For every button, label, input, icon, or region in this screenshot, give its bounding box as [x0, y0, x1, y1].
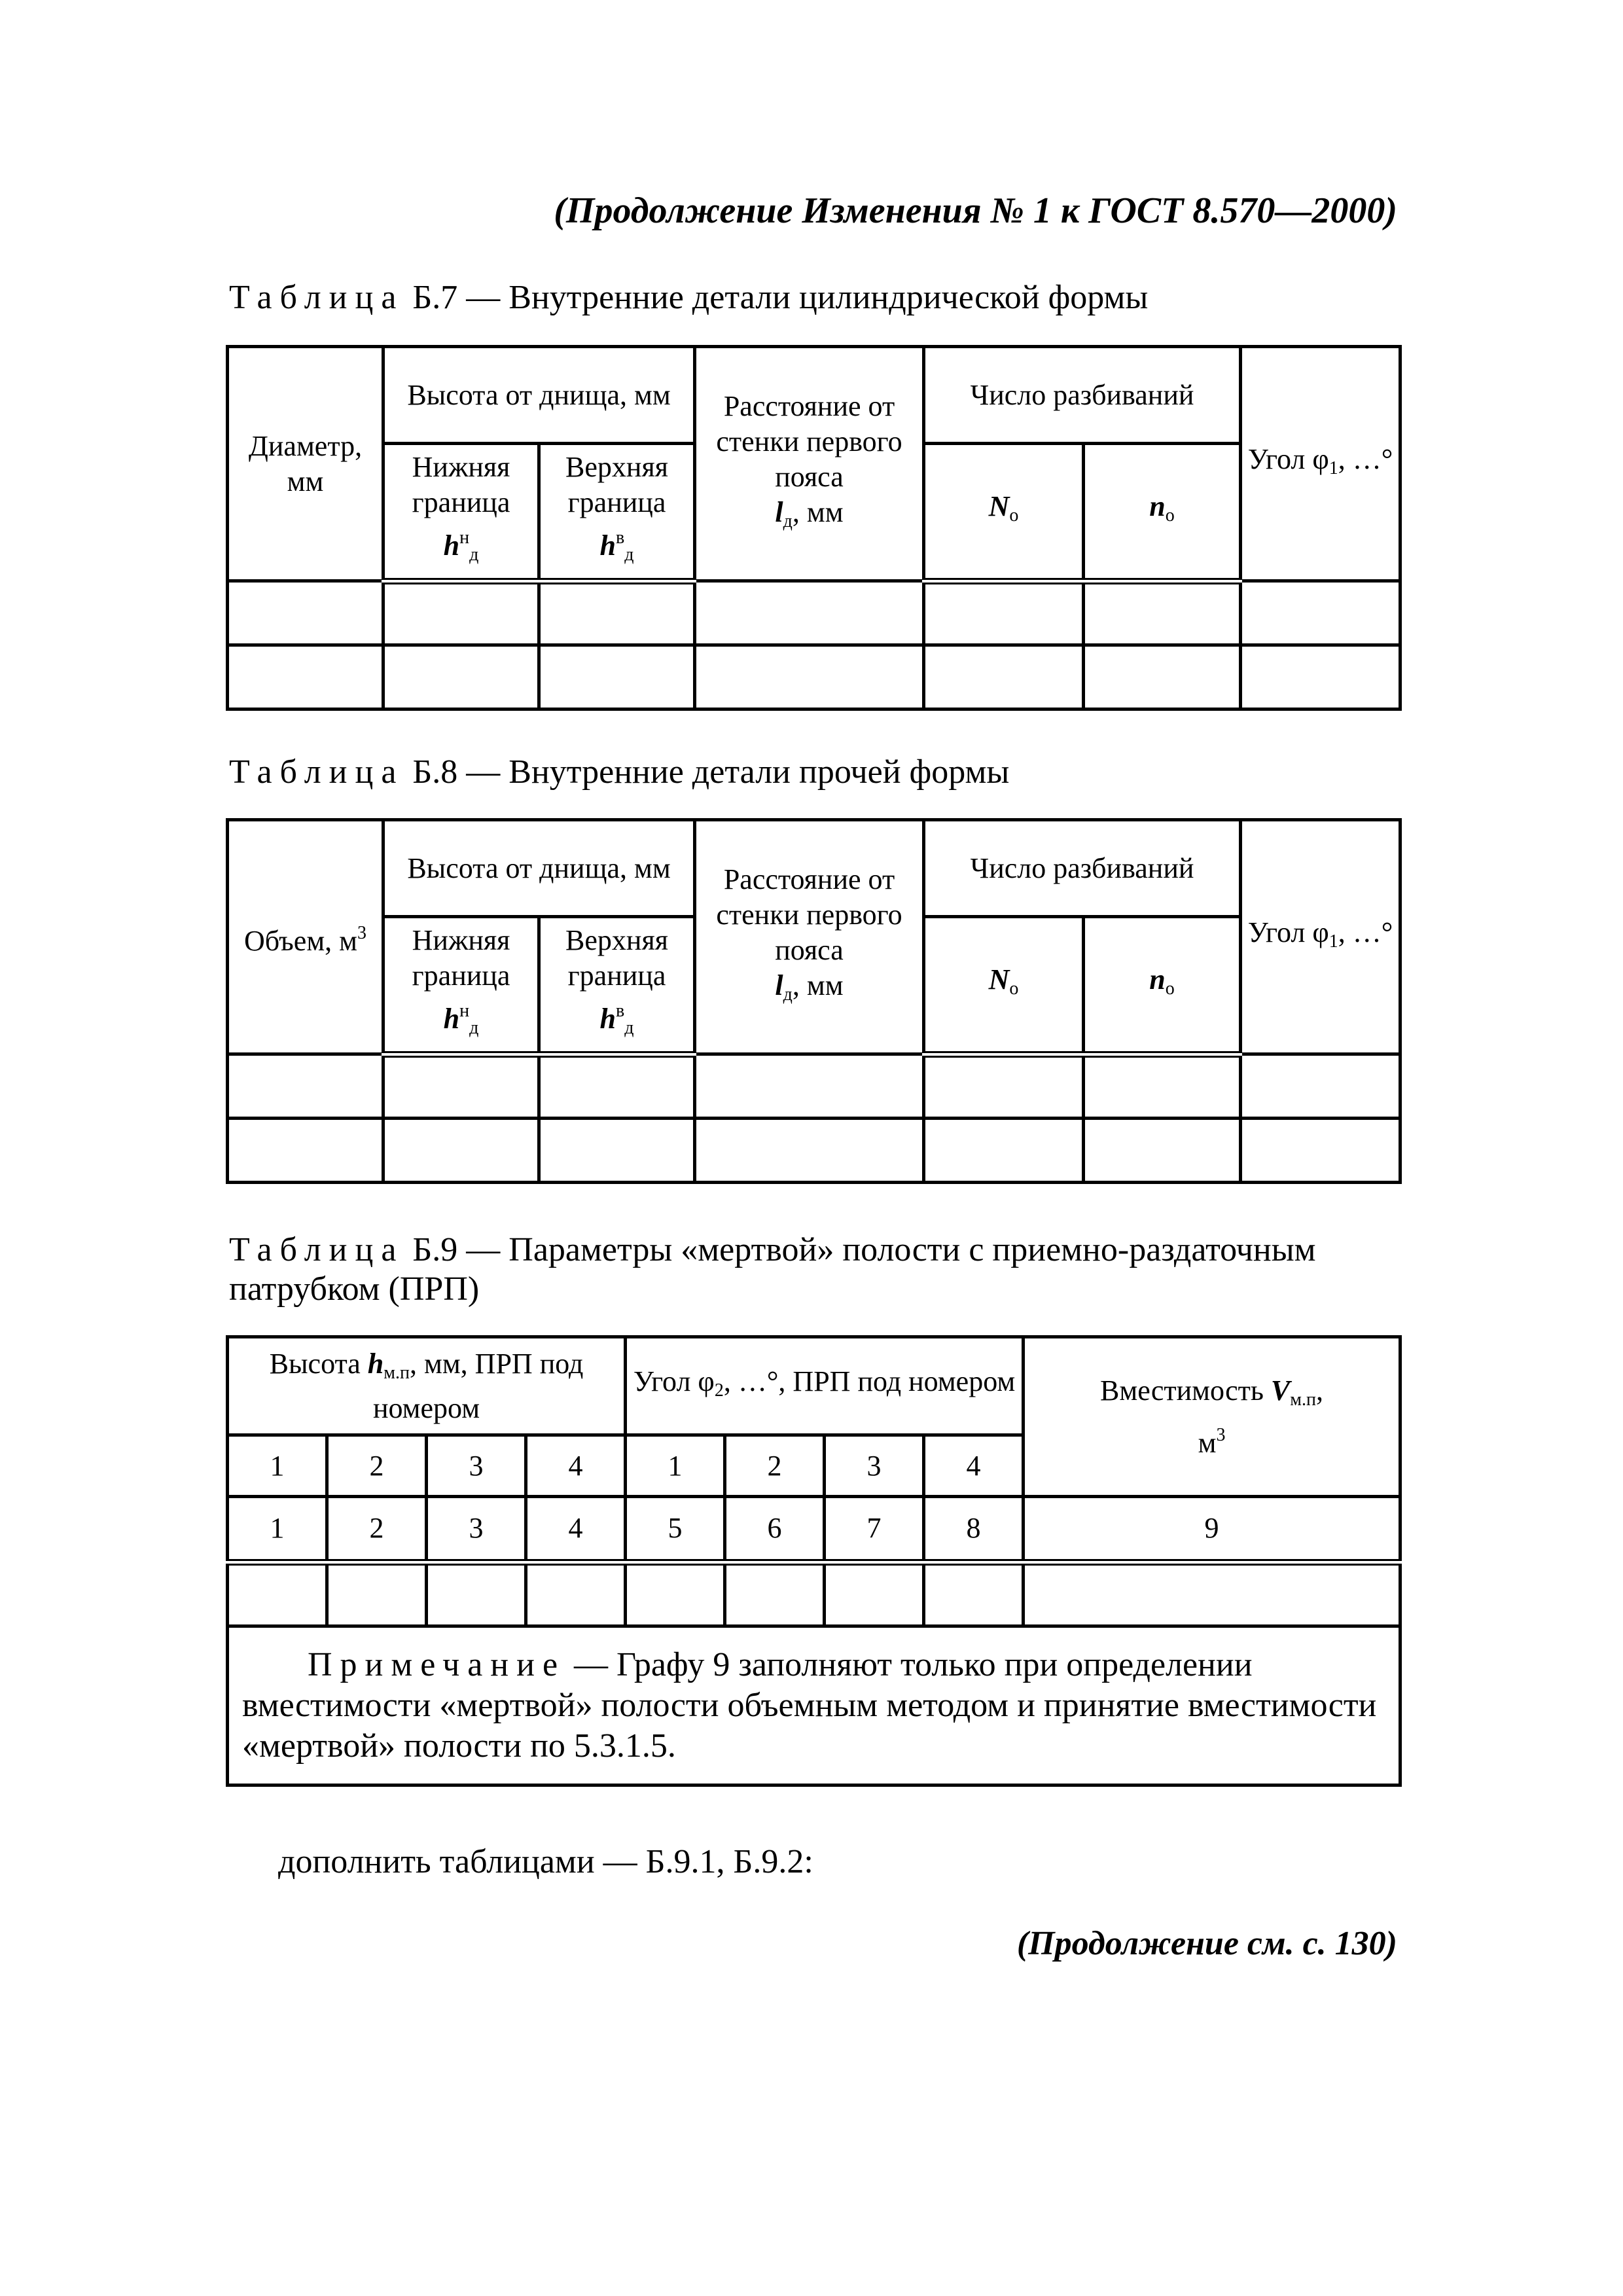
- col-height-b: , мм, ПРП под номером: [372, 1347, 584, 1424]
- V-symbol: V: [1270, 1374, 1291, 1407]
- col-capacity: Вместимость $V_{м.п}$, $м^3$: [1024, 1337, 1400, 1497]
- note-text: — Графу 9 заполняют только при определении вместимости «мертвой» полости объемным методом и принятие вместимости «мертвой» полости по 5.3.1.5.: [242, 1646, 1377, 1765]
- phi-subscript: 1: [1329, 457, 1338, 478]
- column-numbers-row: [228, 1497, 1400, 1562]
- table-b7: [226, 345, 1402, 711]
- col-lower-text: Нижняя граница: [412, 451, 510, 519]
- col-n0: [1084, 444, 1241, 581]
- h-symbol: h: [367, 1347, 384, 1380]
- h-symbol: h: [599, 529, 616, 562]
- column-number: 8: [924, 1497, 1024, 1562]
- col-distance: [695, 347, 924, 581]
- col-distance-unit: , мм: [792, 969, 844, 1001]
- sub-number: 3: [825, 1435, 924, 1497]
- n-symbol: n: [1149, 490, 1166, 523]
- column-number: 3: [427, 1497, 526, 1562]
- N-subscript: о: [1009, 978, 1019, 999]
- col-capacity-unit: м: [1198, 1426, 1217, 1459]
- h-subscript: д: [469, 545, 479, 565]
- col-distance-text: Расстояние от стенки первого пояса: [716, 389, 902, 493]
- col-angle-tail: , …°: [1338, 916, 1393, 948]
- col-angle-tail: , …°: [1338, 442, 1393, 475]
- col-angle-a: Угол φ: [633, 1365, 715, 1397]
- h-subscript: д: [624, 545, 634, 565]
- col-upper-text: Верхняя граница: [565, 451, 668, 519]
- col-height-a: Высота: [269, 1347, 368, 1380]
- cube-superscript: 3: [357, 922, 367, 943]
- h-subscript: д: [624, 1018, 634, 1039]
- caption-word: Таблица: [229, 753, 404, 791]
- n-subscript: о: [1165, 505, 1175, 526]
- h-subscript: м.п: [383, 1362, 410, 1383]
- col-height-prp: [228, 1337, 626, 1435]
- col-upper-text: Верхняя граница: [565, 924, 668, 992]
- l-symbol: l: [775, 495, 783, 528]
- col-height: Высота от днища, мм: [383, 820, 695, 917]
- h-superscript: н: [459, 528, 470, 548]
- table-note: [228, 1626, 1400, 1785]
- caption-title: Б.9 — Параметры «мертвой» полости с приемно-раздаточным патрубком (ПРП): [229, 1231, 1316, 1308]
- col-N0: [924, 444, 1084, 581]
- h-superscript: в: [616, 1001, 625, 1022]
- col-upper: [539, 444, 695, 581]
- table-row: [228, 1562, 1400, 1626]
- col-count: Число разбиваний: [924, 347, 1241, 444]
- sub-number: 1: [228, 1435, 327, 1497]
- col-volume: [228, 820, 383, 1054]
- table-b8: [226, 818, 1402, 1184]
- caption-title: Б.8 — Внутренние детали прочей формы: [412, 753, 1010, 791]
- h-superscript: н: [459, 1001, 470, 1022]
- column-number: 4: [526, 1497, 626, 1562]
- col-count: Число разбиваний: [924, 820, 1241, 917]
- sub-number: 2: [327, 1435, 427, 1497]
- l-subscript: д: [783, 511, 793, 531]
- sub-number: 4: [526, 1435, 626, 1497]
- sub-number: 3: [427, 1435, 526, 1497]
- h-superscript: в: [616, 528, 625, 548]
- col-height: Высота от днища, мм: [383, 347, 695, 444]
- col-angle: [1241, 820, 1400, 1054]
- column-number: 9: [1024, 1497, 1400, 1562]
- col-angle-b: , …°, ПРП под номером: [723, 1365, 1016, 1397]
- n-symbol: n: [1149, 963, 1166, 996]
- col-upper: [539, 917, 695, 1054]
- col-distance-unit: , мм: [792, 495, 844, 528]
- col-diameter: Диаметр, мм: [228, 347, 383, 581]
- append-text: дополнить таблицами — Б.9.1, Б.9.2:: [278, 1843, 813, 1880]
- sub-number: 1: [626, 1435, 725, 1497]
- column-number: 6: [725, 1497, 825, 1562]
- col-distance-text: Расстояние от стенки первого пояса: [716, 863, 902, 966]
- caption-word: Таблица: [229, 279, 404, 316]
- l-symbol: l: [775, 969, 783, 1001]
- table-b9-caption: [229, 1230, 1407, 1309]
- table-row: [228, 1119, 1400, 1183]
- page-footer: (Продолжение см. с. 130): [1016, 1925, 1397, 1962]
- cube-superscript: 3: [1216, 1424, 1226, 1445]
- l-subscript: д: [783, 984, 793, 1005]
- column-number: 2: [327, 1497, 427, 1562]
- table-row: [228, 645, 1400, 709]
- table-b7-caption: [229, 278, 1148, 317]
- col-lower: [383, 917, 539, 1054]
- n-subscript: о: [1165, 978, 1175, 999]
- column-number: 7: [825, 1497, 924, 1562]
- table-row: [228, 1054, 1400, 1119]
- table-row: [228, 581, 1400, 645]
- col-lower-text: Нижняя граница: [412, 924, 510, 992]
- col-angle-text: Угол φ: [1247, 442, 1329, 475]
- col-capacity-text: Вместимость: [1100, 1374, 1271, 1407]
- caption-word: Таблица: [229, 1231, 404, 1268]
- phi-subscript: 1: [1329, 931, 1338, 952]
- col-n0: [1084, 917, 1241, 1054]
- h-subscript: д: [469, 1018, 479, 1039]
- table-b9: [226, 1335, 1402, 1787]
- h-symbol: h: [443, 529, 460, 562]
- V-subscript: м.п: [1290, 1389, 1316, 1410]
- N-symbol: N: [988, 963, 1010, 996]
- col-N0: [924, 917, 1084, 1054]
- column-number: 5: [626, 1497, 725, 1562]
- col-angle-prp: [626, 1337, 1024, 1435]
- col-volume-text: Объем, м: [243, 924, 358, 957]
- N-symbol: N: [988, 490, 1010, 523]
- note-word: Примечание: [308, 1646, 566, 1683]
- sub-number: 4: [924, 1435, 1024, 1497]
- caption-title: Б.7 — Внутренние детали цилиндрической формы: [412, 279, 1149, 316]
- table-b8-caption: [229, 753, 1009, 791]
- col-angle: [1241, 347, 1400, 581]
- h-symbol: h: [599, 1003, 616, 1035]
- phi-subscript: 2: [714, 1380, 724, 1401]
- h-symbol: h: [443, 1003, 460, 1035]
- col-distance: [695, 820, 924, 1054]
- page-header: (Продолжение Изменения № 1 к ГОСТ 8.570—2000): [554, 190, 1397, 231]
- col-lower: [383, 444, 539, 581]
- column-number: 1: [228, 1497, 327, 1562]
- N-subscript: о: [1009, 505, 1019, 526]
- col-angle-text: Угол φ: [1247, 916, 1329, 948]
- sub-number: 2: [725, 1435, 825, 1497]
